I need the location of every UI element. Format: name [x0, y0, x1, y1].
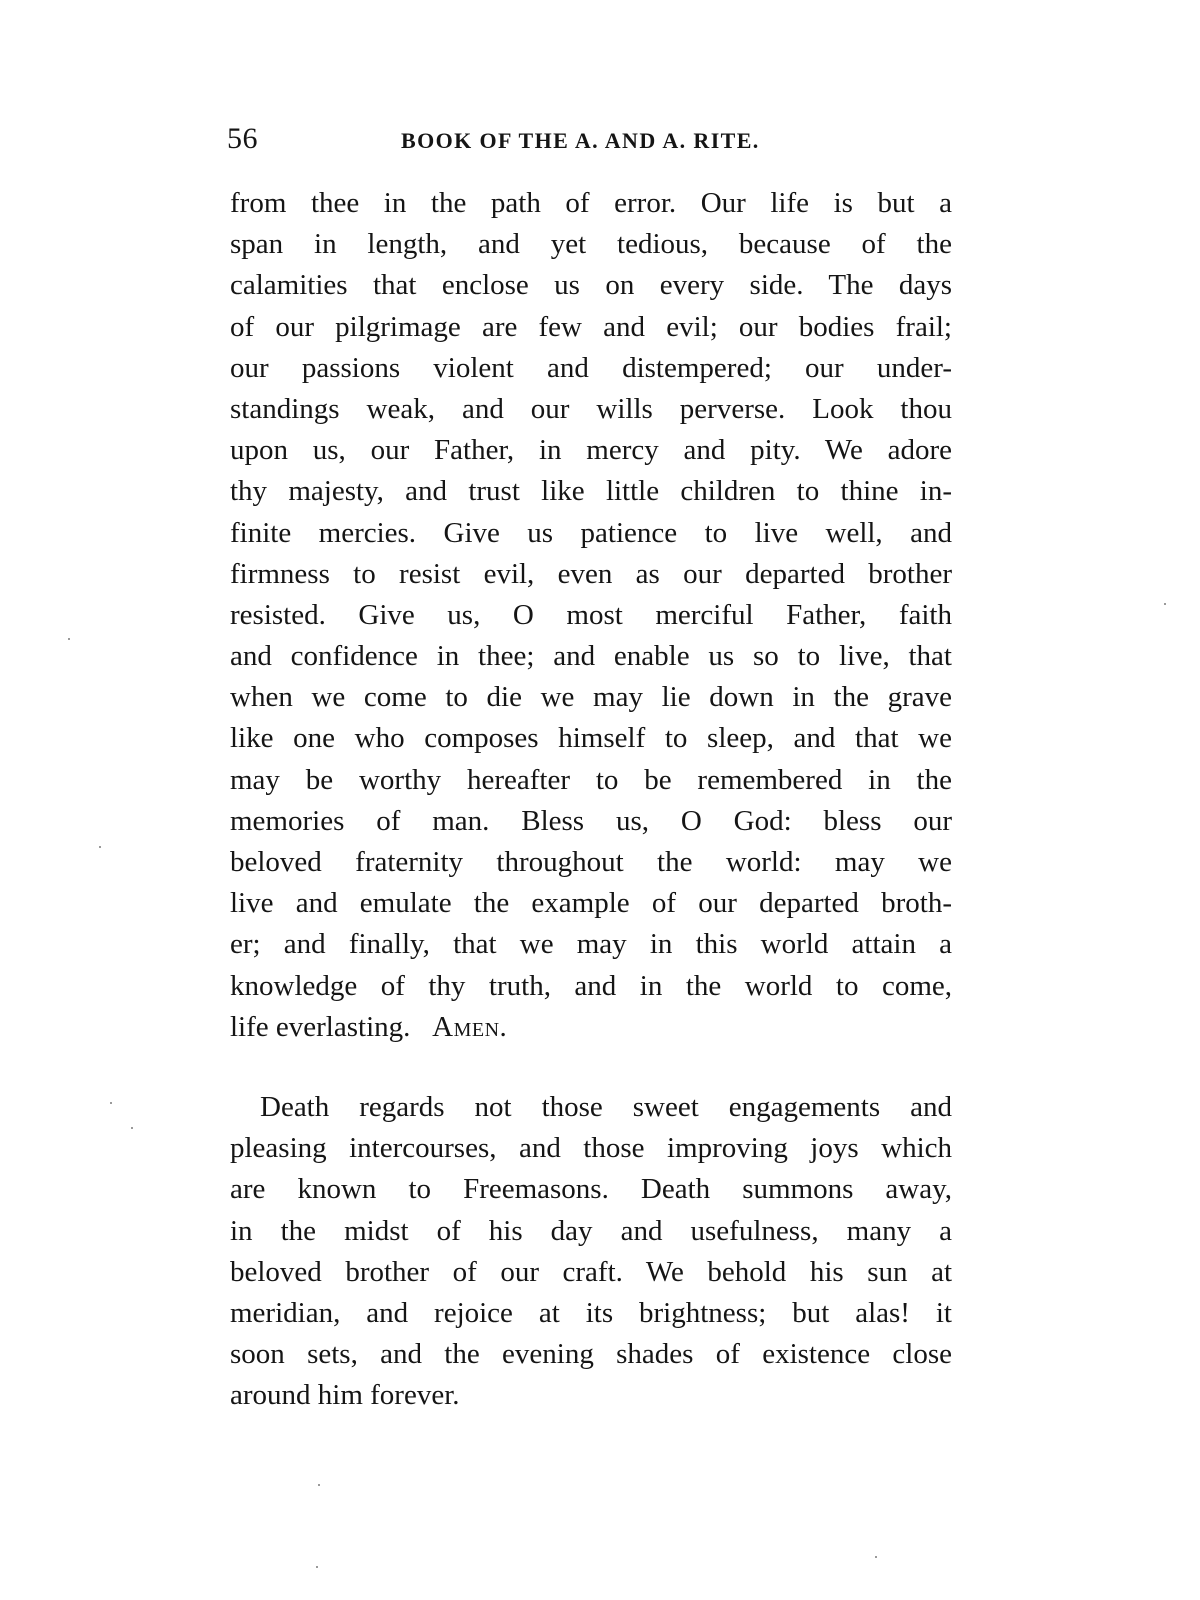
text-line: may be worthy hereafter to be remembered in the	[230, 763, 952, 796]
text-line: firmness to resist evil, even as our departed brother	[230, 557, 952, 590]
scan-speck	[875, 1556, 877, 1558]
text-line: around him forever.	[230, 1379, 460, 1412]
text-line: from thee in the path of error. Our life is but a	[230, 187, 952, 219]
death-paragraph	[230, 1087, 952, 1417]
prayer-paragraph	[230, 183, 952, 1048]
page-header	[227, 122, 965, 166]
running-head: BOOK OF THE A. AND A. RITE.	[401, 128, 760, 153]
text-line: er; and finally, that we may in this world attain a	[230, 928, 952, 961]
text-line: calamities that enclose us on every side. The days	[230, 269, 952, 302]
text-line: memories of man. Bless us, O God: bless our	[230, 804, 952, 837]
final-line-text: life everlasting.	[230, 1010, 411, 1043]
text-line: like one who composes himself to sleep, and that we	[230, 722, 952, 755]
text-line	[230, 1087, 952, 1128]
final-line	[230, 1007, 952, 1048]
page-number: 56	[227, 122, 258, 155]
scan-speck	[316, 1566, 318, 1568]
text-line: resisted. Give us, O most merciful Father, faith	[230, 598, 952, 631]
scan-speck	[318, 1484, 320, 1486]
amen-closing: Amen.	[432, 1010, 508, 1043]
text-line: our passions violent and distempered; our under-	[230, 351, 952, 384]
text-line: upon us, our Father, in mercy and pity. We adore	[230, 434, 952, 467]
text-line: knowledge of thy truth, and in the world to come,	[230, 969, 952, 1002]
text-line: beloved fraternity throughout the world: may we	[230, 846, 952, 878]
scan-speck	[99, 846, 101, 848]
text-line: are known to Freemasons. Death summons away,	[230, 1173, 952, 1206]
text-line: when we come to die we may lie down in the grave	[230, 681, 952, 714]
scan-speck	[110, 1102, 112, 1104]
text-line: span in length, and yet tedious, because of the	[230, 228, 952, 261]
scan-speck	[1164, 603, 1166, 605]
text-line: beloved brother of our craft. We behold his sun at	[230, 1255, 952, 1288]
text-line: pleasing intercourses, and those improving joys which	[230, 1132, 952, 1165]
text-line: finite mercies. Give us patience to live well, and	[230, 516, 952, 549]
text-line: meridian, and rejoice at its brightness; but alas! it	[230, 1296, 952, 1329]
text-line-content: Death regards not those sweet engagements and	[260, 1091, 952, 1123]
scan-speck	[68, 638, 70, 640]
text-line: thy majesty, and trust like little children to thine in-	[230, 475, 952, 508]
text-line: standings weak, and our wills perverse. Look thou	[230, 392, 952, 425]
text-line: of our pilgrimage are few and evil; our bodies frail;	[230, 310, 952, 343]
text-line: and confidence in thee; and enable us so to live, that	[230, 640, 952, 673]
text-line: soon sets, and the evening shades of existence close	[230, 1338, 952, 1371]
text-line: live and emulate the example of our departed broth-	[230, 887, 952, 920]
text-line: in the midst of his day and usefulness, many a	[230, 1214, 952, 1247]
scan-speck	[131, 1127, 133, 1129]
